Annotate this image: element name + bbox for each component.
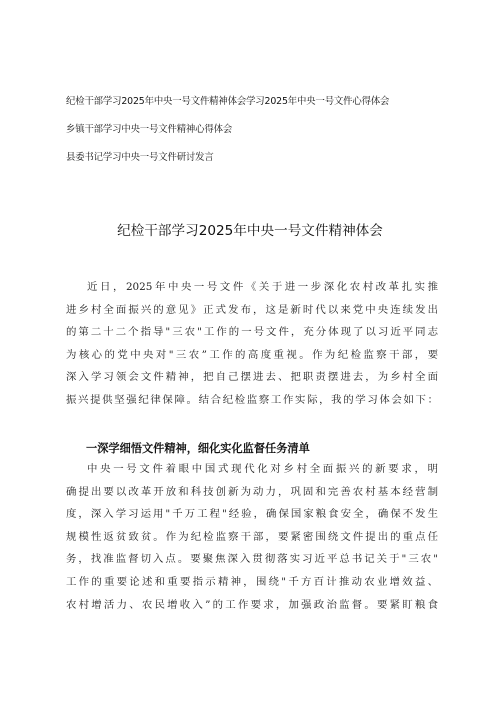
paragraph-line: 规模性返贫致贫。作为纪检监察干部，要紧密围绕文件提出的重点任 (66, 530, 438, 543)
paragraph-line: 工作的重要论述和重要指示精神，围绕"千方百计推动农业增效益、 (66, 575, 438, 588)
section-heading-1: 一深学细悟文件精神，细化实化监督任务清单 (86, 442, 310, 455)
paragraph-line: 为核心的党中央对"三农”工作的高度重视。作为纪检监察干部，要 (66, 348, 438, 361)
paragraph-line: 进乡村全面振兴的意见》正式发布，这是新时代以来党中央连续发出 (66, 303, 438, 316)
paragraph-line: 振兴提供坚强纪律保障。结合纪检监察工作实际，我的学习体会如下： (66, 393, 438, 406)
paragraph-line: 务，找准监督切入点。要聚焦深入贯彻落实习近平总书记关于"三农" (66, 553, 438, 566)
paragraph-line: 确提出要以改革开放和科技创新为动力，巩固和完善农村基本经营制 (66, 485, 438, 498)
paragraph-line: 度，深入学习运用"千万工程"经验，确保国家粮食安全，确保不发生 (66, 508, 438, 521)
paragraph-line: 农村增活力、农民增收入”的工作要求，加强政治监督。要紧盯粮食 (66, 598, 438, 611)
toc-item-1[interactable]: 纪检干部学习2025年中央一号文件精神体会学习2025年中央一号文件心得体会 (66, 96, 390, 107)
intro-paragraph (66, 276, 438, 412)
paragraph-line: 中央一号文件着眼中国式现代化对乡村全面振兴的新要求，明 (87, 463, 438, 475)
document-title: 纪检干部学习2025年中央一号文件精神体会 (117, 223, 383, 239)
toc-item-2[interactable]: 乡镇干部学习中央一号文件精神心得体会 (66, 124, 233, 135)
paragraph-line: 深入学习领会文件精神，把自己摆进去、把职责摆进去，为乡村全面 (66, 371, 438, 384)
toc-item-3[interactable]: 县委书记学习中央一号文件研讨发言 (66, 152, 214, 163)
paragraph-line: 的第二十二个指导"三农"工作的一号文件，充分体现了以习近平同志 (66, 326, 438, 339)
table-of-contents (66, 96, 446, 180)
paragraph-line: 近日，2025年中央一号文件《关于进一步深化农村改革扎实推 (87, 281, 438, 293)
section-1-paragraph (66, 458, 438, 616)
